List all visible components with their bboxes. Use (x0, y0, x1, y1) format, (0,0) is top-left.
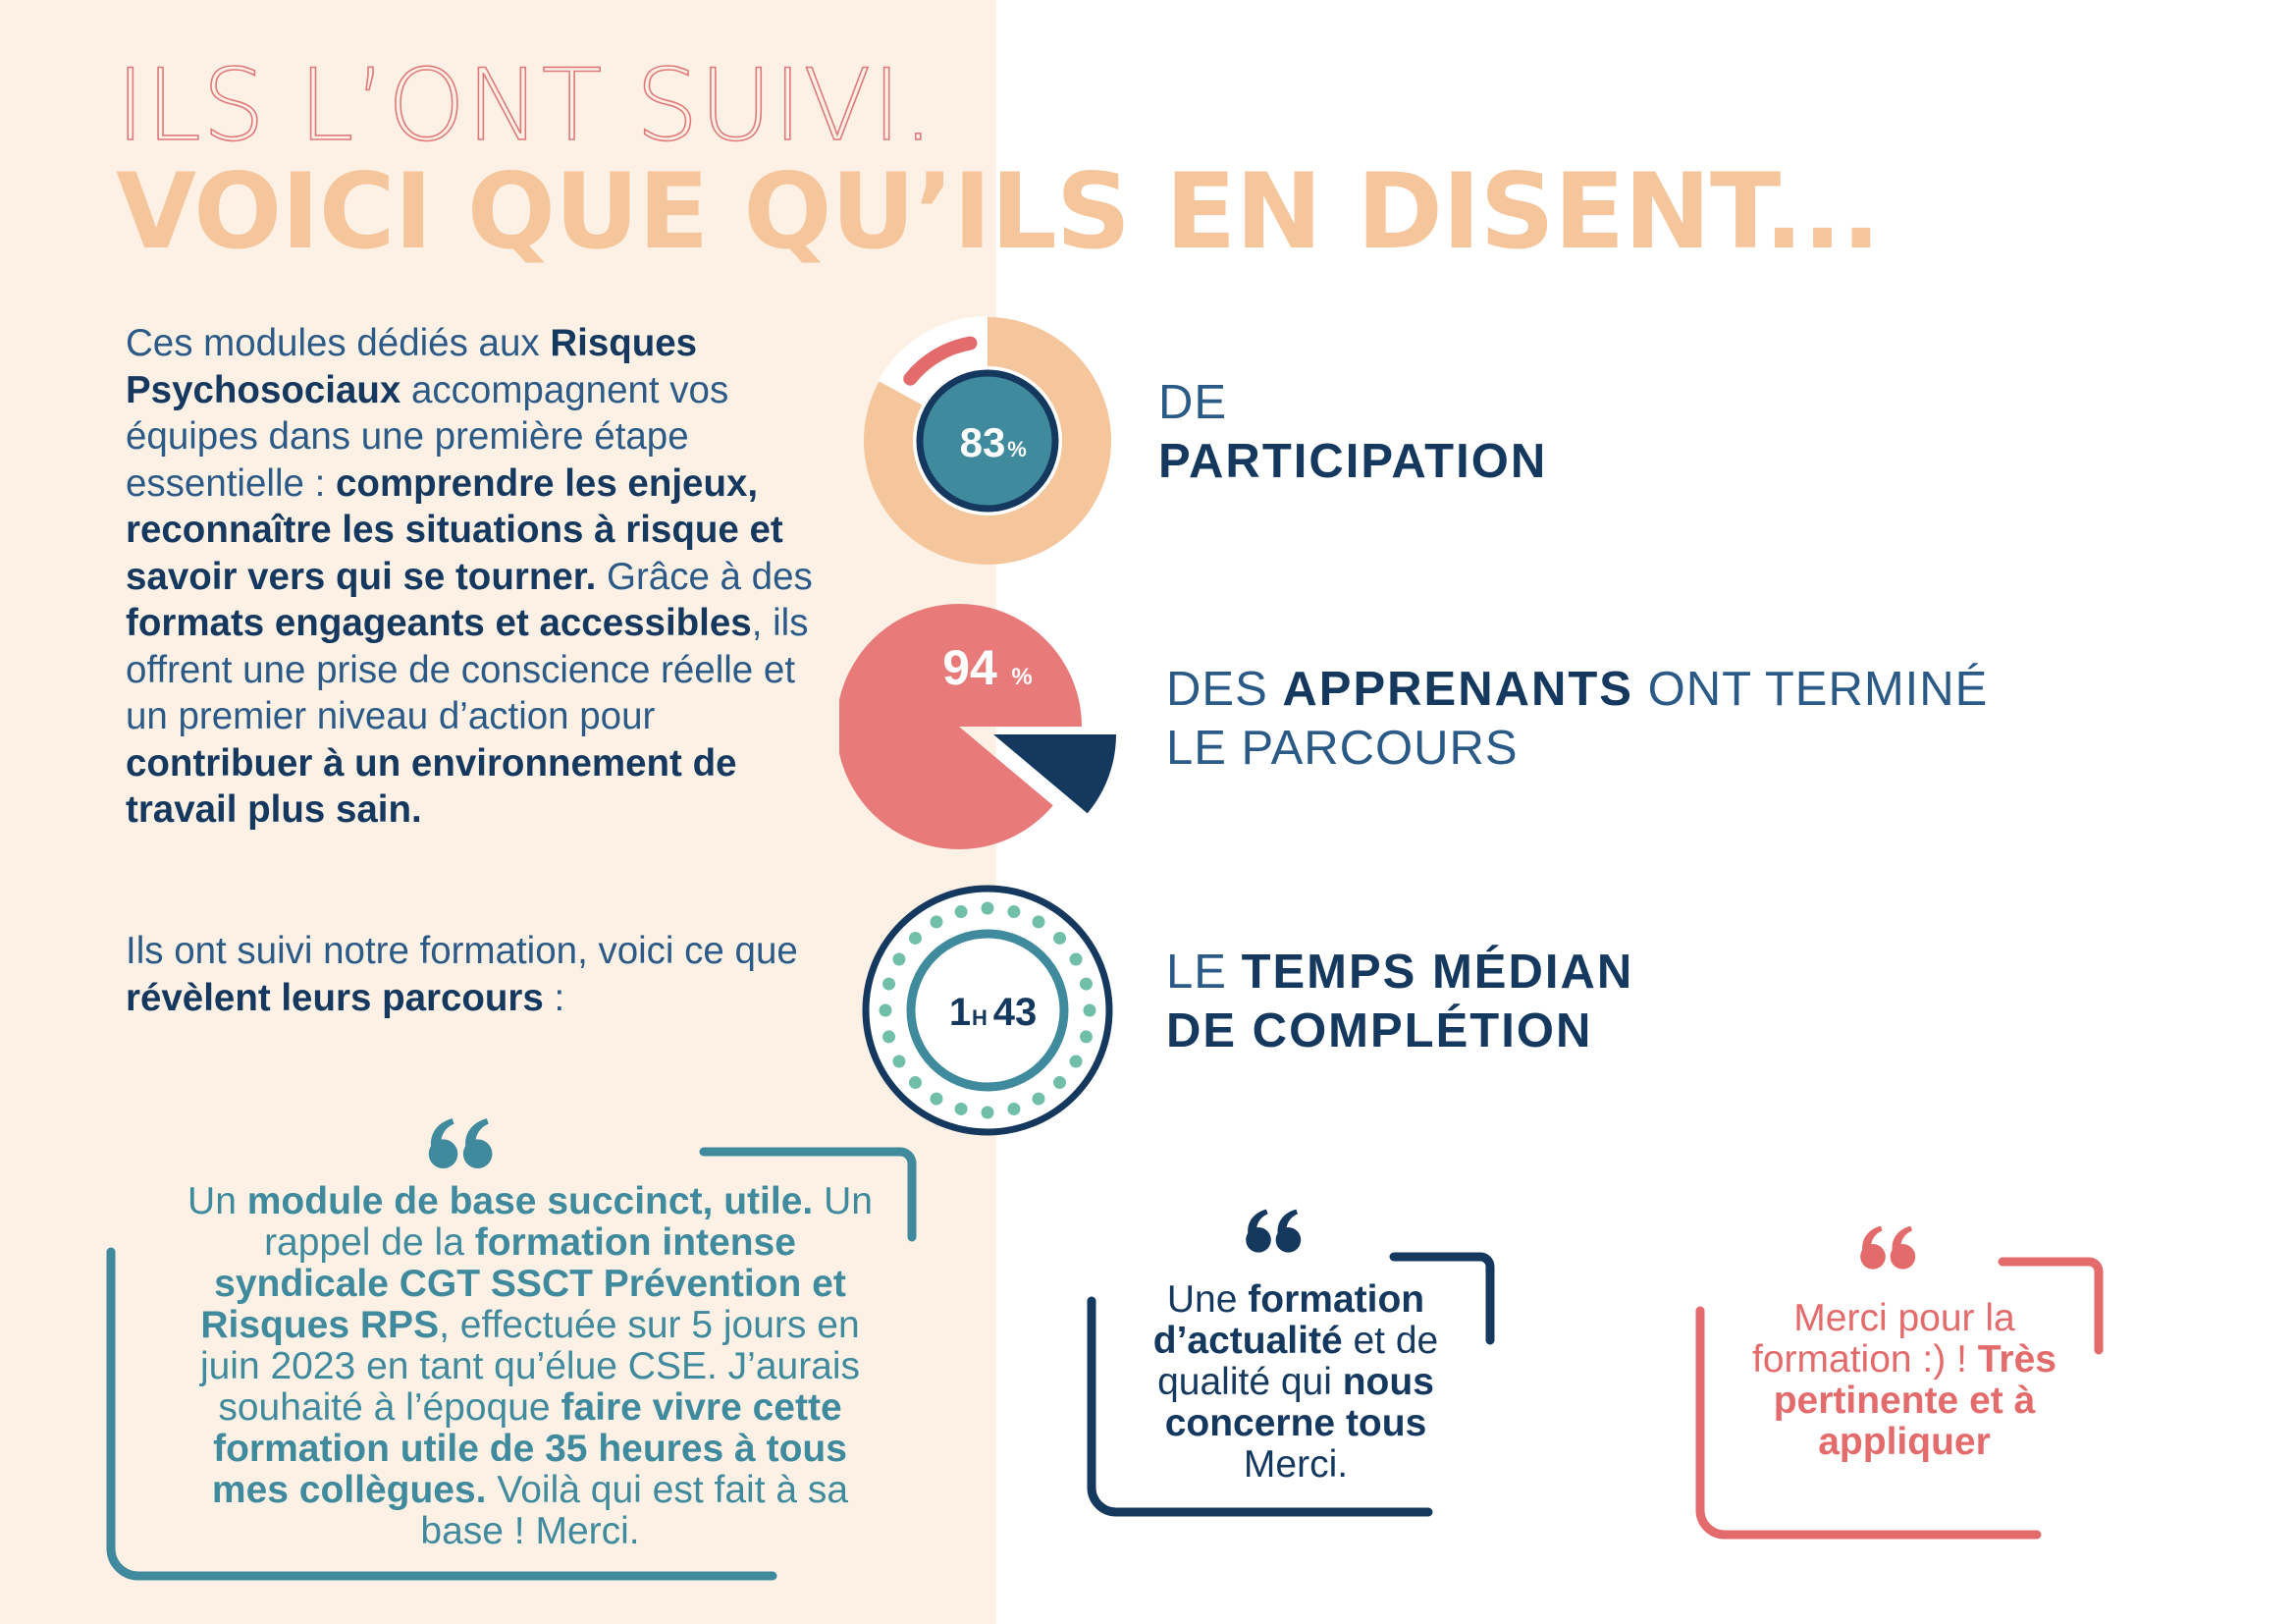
stat-value-94: 94 (942, 640, 997, 695)
clock-dot (982, 902, 994, 915)
clock-dot (892, 953, 905, 966)
clock-dot (880, 1004, 892, 1017)
clock-dot (1033, 915, 1045, 928)
quote-fragment: et de qualité qui (1157, 1320, 1439, 1403)
clock-dot (955, 905, 968, 918)
intro-paragraph: Ces modules dédiés aux Risques Psychosociaux accompagnent vos équipes dans une première étape essentielle : comprendre les enjeux, reconnaître les situations à risque et savoir vers qui se tourner. Grâce à des formats engageants et accessibles, ils offrent une prise de conscience réelle et un premier niveau d’action pour contribuer à un environnement de travail plus sain. (126, 322, 813, 831)
quote-emphasis: nous concerne tous (1164, 1361, 1434, 1444)
quote-emphasis: formation d’actualité (1152, 1278, 1425, 1362)
quote-emphasis: module de base succinct, utile. (246, 1180, 814, 1222)
participation-donut (859, 312, 1116, 569)
clock-dot (1033, 1093, 1045, 1106)
clock-dot (1070, 953, 1083, 966)
clock-dot (909, 932, 922, 945)
clock-dot (1007, 905, 1020, 918)
quote-fragment: , effectuée sur 5 jours en juin 2023 en tant qu’élue CSE. J’aurais souhaité à l’époque (199, 1304, 861, 1429)
stat-label-median-time: LE TEMPS MÉDIAN DE COMPLÉTION (1166, 946, 1634, 1057)
completion-pie (839, 584, 1134, 859)
quote-icon (1243, 1207, 1306, 1256)
quote-icon (425, 1116, 498, 1171)
stat-unit: % (1007, 437, 1027, 461)
quote-fragment: Merci pour la formation :) ! (1752, 1297, 2015, 1380)
clock-dot (1053, 932, 1066, 945)
clock-dot (892, 1056, 905, 1068)
testimonial-card-2 (1080, 1203, 1512, 1537)
stat-value-83: 83 (959, 419, 1006, 465)
testimonial-text (1129, 1279, 1463, 1486)
clock-inner-ring (911, 934, 1064, 1087)
clock-dot (1080, 978, 1093, 991)
quote-emphasis: faire vivre cette formation utile de 35 heures à tous mes collègues. (211, 1386, 847, 1511)
clock-dot (882, 1030, 895, 1043)
clock-dot (1080, 1030, 1093, 1043)
quote-fragment: Merci. (1243, 1443, 1349, 1486)
quote-fragment: Voilà qui est fait à sa base ! Merci. (420, 1469, 849, 1552)
quote-emphasis: Très pertinente et à appliquer (1773, 1338, 2056, 1463)
testimonial-text (172, 1181, 888, 1552)
quote-fragment: Une (1166, 1278, 1249, 1321)
quote-icon (1857, 1223, 1920, 1272)
stat-unit-h: H (972, 1005, 988, 1030)
clock-dot (909, 1076, 922, 1089)
heading-line-2: VOICI QUE QU’ILS EN DISENT... (116, 151, 1880, 272)
clock-dot (931, 1093, 943, 1106)
quote-fragment: Un rappel de la (264, 1180, 873, 1264)
heading-line-1: ILS L’ONT SUIVI. (116, 47, 935, 163)
clock-dot (931, 915, 943, 928)
clock-dot (1084, 1004, 1096, 1017)
clock-dot (1070, 1056, 1083, 1068)
clock-dot (1053, 1076, 1066, 1089)
stat-value-minutes: 43 (992, 991, 1038, 1034)
testimonial-card-3 (1688, 1218, 2120, 1561)
clock-dot (955, 1103, 968, 1115)
stat-value-hours: 1 (948, 991, 972, 1034)
stat-unit: % (1011, 664, 1033, 690)
outro-paragraph: Ils ont suivi notre formation, voici ce que révèlent leurs parcours : (126, 930, 798, 1019)
stat-label-participation: DE PARTICIPATION (1158, 376, 1548, 488)
median-time-clock (859, 882, 1116, 1139)
testimonial-text (1737, 1298, 2071, 1463)
clock-dot (1007, 1103, 1020, 1115)
quote-fragment: Un (187, 1180, 247, 1222)
stat-label-completion: DES APPRENANTS ONT TERMINÉ LE PARCOURS (1166, 663, 1989, 775)
clock-dot (882, 978, 895, 991)
clock-dot (982, 1107, 994, 1119)
quote-emphasis: formation intense syndicale CGT SSCT Prévention et Risques RPS (200, 1221, 846, 1346)
testimonial-card-1 (103, 1105, 918, 1605)
